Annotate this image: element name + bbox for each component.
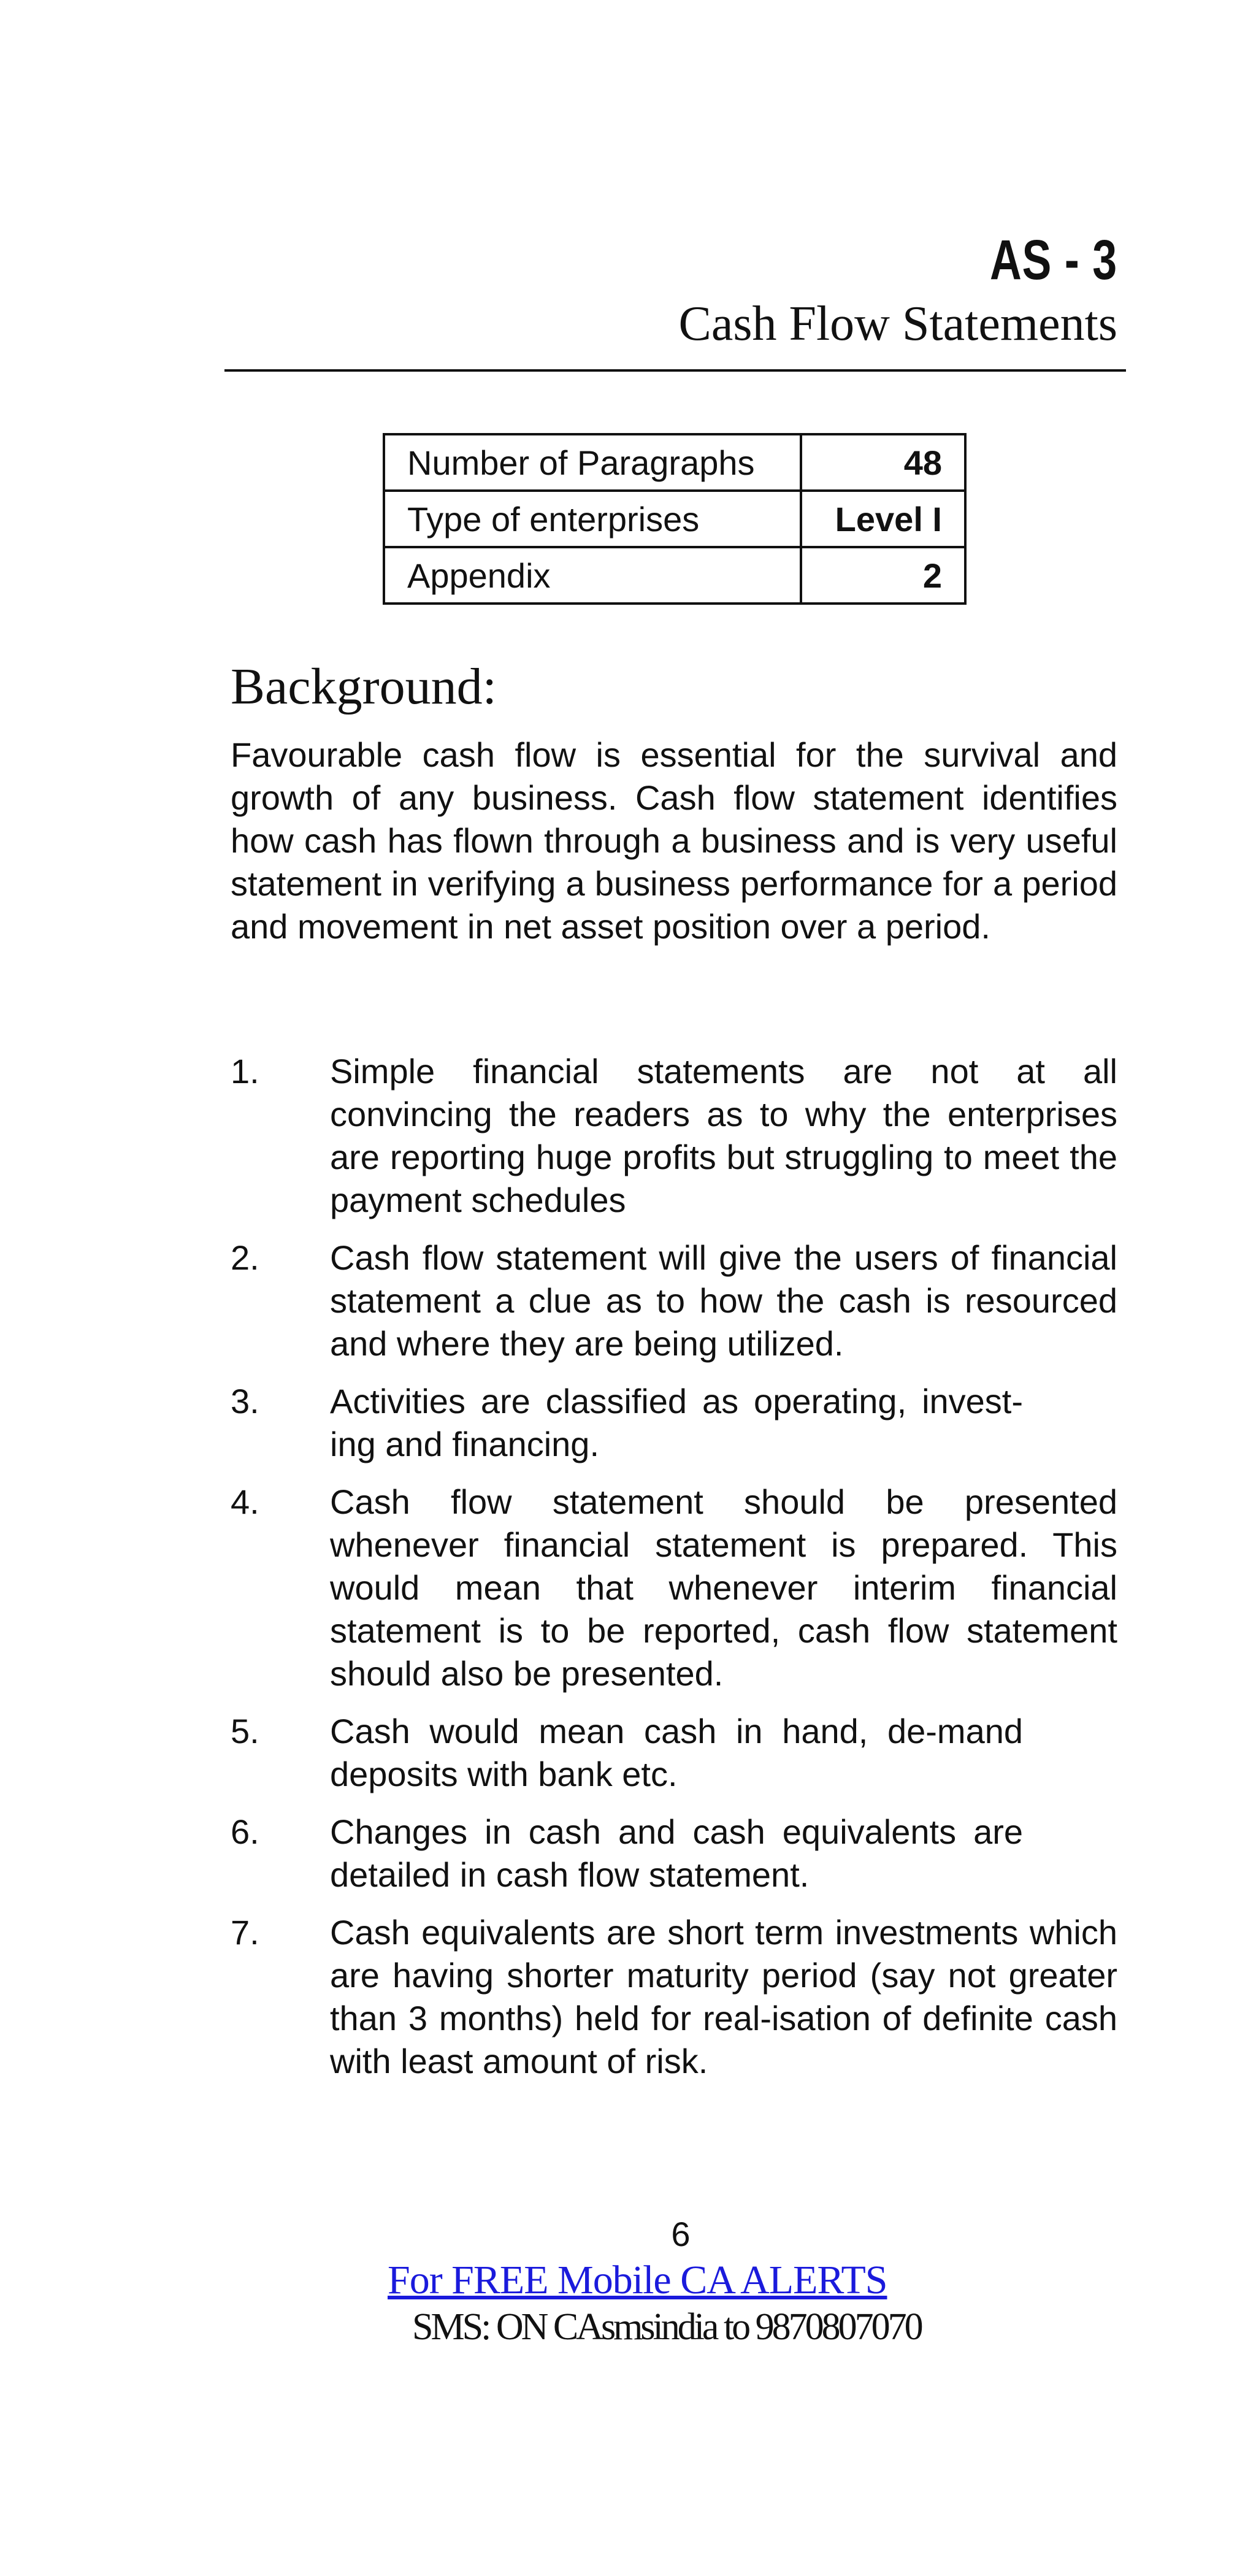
item-number: 6. [231, 1812, 259, 1851]
summary-value: 2 [801, 547, 965, 604]
item-text: Cash would mean cash in hand, de-mand deposits with bank etc. [330, 1712, 1023, 1793]
item-text: Cash flow statement should be presented whenever financial statement is prepared. This would mean that whenever interim financial statement is to be reported, cash flow statement should also be presented. [330, 1482, 1117, 1693]
item-number: 7. [231, 1913, 259, 1952]
table-row [384, 547, 965, 604]
item-number: 3. [231, 1382, 259, 1420]
key-points-list [231, 1050, 1117, 2098]
list-item [231, 1236, 1117, 1365]
item-number: 4. [231, 1482, 259, 1521]
summary-value: Level I [801, 491, 965, 547]
summary-label: Number of Paragraphs [384, 434, 801, 491]
summary-value: 48 [801, 434, 965, 491]
list-item [231, 1380, 1117, 1466]
ca-alerts-link[interactable]: For FREE Mobile CA ALERTS [388, 2258, 887, 2302]
document-title: Cash Flow Statements [678, 297, 1117, 351]
list-item [231, 1050, 1117, 1222]
item-text: Changes in cash and cash equivalents are detailed in cash flow statement. [330, 1812, 1023, 1894]
list-item [231, 1481, 1117, 1695]
table-row [384, 434, 965, 491]
background-heading: Background: [231, 658, 497, 715]
summary-table [383, 433, 967, 605]
background-paragraph: Favourable cash flow is essential for the survival and growth of any business. Cash flow statement identifies how cash has flown through a business and is very useful statement in verifying a business performance for a period and movement in net asset position over a period. [231, 735, 1117, 946]
item-text: Cash equivalents are short term investments which are having shorter maturity period (say not greater than 3 months) held for real-isation of definite cash with least amount of risk. [330, 1913, 1117, 2080]
item-number: 5. [231, 1712, 259, 1750]
list-item [231, 1811, 1117, 1896]
page-number: 6 [671, 2215, 691, 2253]
header-divider [224, 369, 1126, 372]
item-number: 2. [231, 1238, 259, 1277]
summary-label: Type of enterprises [384, 491, 801, 547]
list-item [231, 1911, 1117, 2083]
item-number: 1. [231, 1052, 259, 1091]
item-text: Simple financial statements are not at all convincing the readers as to why the enterprises are reporting huge profits but struggling to meet the payment schedules [330, 1052, 1117, 1219]
table-row [384, 491, 965, 547]
item-text: Cash flow statement will give the users of financial statement a clue as to how the cash is resourced and where they are being utilized. [330, 1238, 1117, 1363]
sms-instructions: SMS: ON CAsmsindia to 9870807070 [412, 2306, 921, 2348]
list-item [231, 1710, 1117, 1796]
document-code: AS - 3 [989, 229, 1117, 291]
summary-label: Appendix [384, 547, 801, 604]
item-text: Activities are classified as operating, invest-ing and financing. [330, 1382, 1023, 1463]
